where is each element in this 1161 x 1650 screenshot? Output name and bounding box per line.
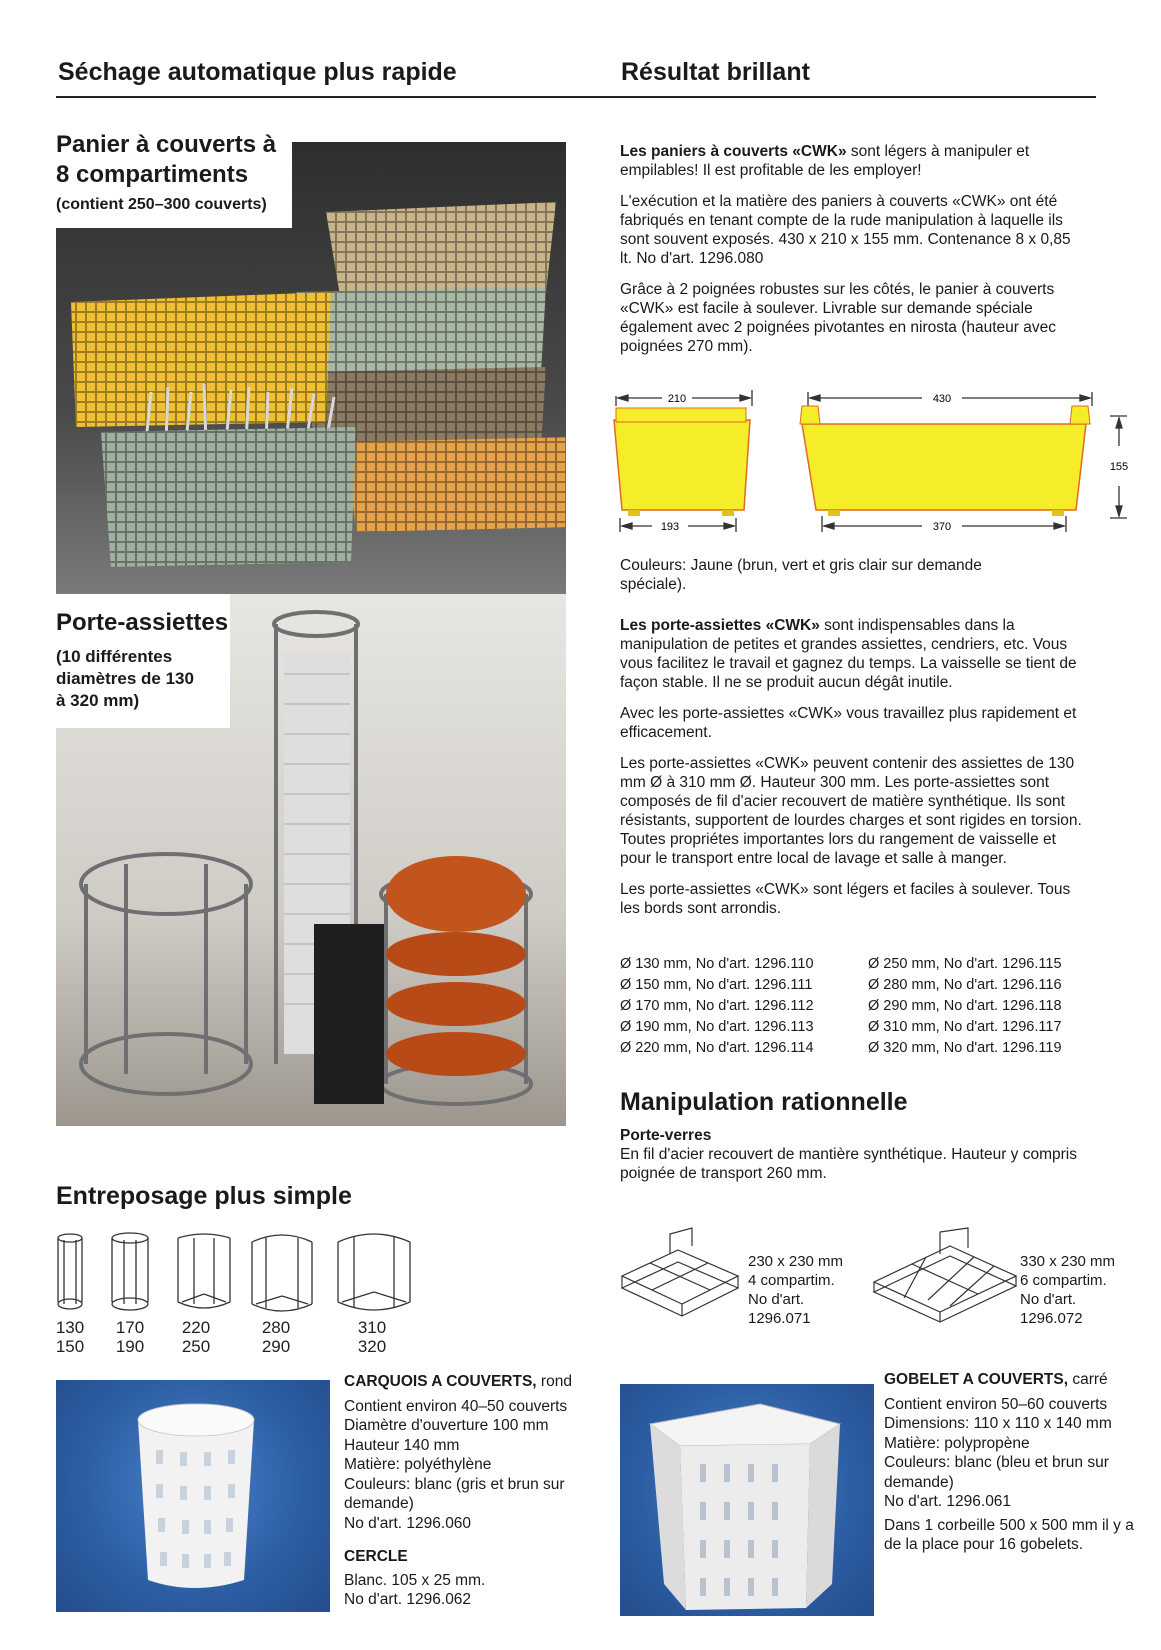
size-bottom: 190	[115, 1337, 145, 1356]
porte-verres-description: En fil d'acier recouvert de mantière synthétique. Hauteur y compris poignée de transport 260 mm.	[620, 1146, 1077, 1182]
dim-width-small: 210	[667, 393, 687, 405]
size-label-2	[110, 1318, 150, 1356]
carquois-capacity: Contient environ 40–50 couverts	[344, 1397, 568, 1415]
square-cutlery-holder-illustration	[620, 1384, 874, 1616]
panier-title-line1: Panier à couverts à	[56, 131, 277, 158]
gobelet-title-bold: GOBELET A COUVERTS,	[884, 1371, 1069, 1388]
glass-rack-6-info	[1020, 1252, 1115, 1328]
gobelet-info	[884, 1370, 1154, 1555]
article-item: Ø 310 mm, No d'art. 1296.117	[868, 1019, 1062, 1035]
carquois-height: Hauteur 140 mm	[344, 1436, 460, 1454]
panier-title-box	[56, 130, 292, 228]
gobelet-colors: Couleurs: blanc (bleu et brun sur demande)	[884, 1454, 1109, 1491]
cercle-title: CERCLE	[344, 1548, 408, 1565]
cercle-article: No d'art. 1296.062	[344, 1591, 472, 1608]
porte-assiettes-p1-rest: sont indispensables dans la manipulation de petites et grandes assiettes, cendriers, etc. Vous vous facilitez le travail et gagnez du temps. La vaisselle se tient de façon stable. Il ne se produit aucun dégât inutile.	[620, 617, 1077, 691]
panier-paragraph-3: Grâce à 2 poignées robustes sur les côtés, le panier à couverts «CWK» est facile à soulever. Livrable sur demande spéciale également avec 2 poignées pivotantes en nirosta (hauteur avec poignées 270 mm).	[620, 281, 1057, 355]
rack1-art-number: 1296.071	[748, 1310, 811, 1327]
panier-paragraph-1	[620, 142, 1080, 180]
dim-base-large: 370	[932, 521, 952, 533]
porte-assiettes-paragraph-1	[620, 616, 1090, 692]
rack2-art-label: No d'art.	[1020, 1291, 1077, 1308]
basket-dimension-diagram	[612, 386, 1132, 546]
article-item: Ø 150 mm, No d'art. 1296.111	[620, 977, 813, 993]
article-item: Ø 190 mm, No d'art. 1296.113	[620, 1019, 814, 1035]
rack1-compartments: 4 compartim.	[748, 1272, 835, 1289]
header-left-title: Séchage automatique plus rapide	[58, 58, 457, 86]
gobelet-article: No d'art. 1296.061	[884, 1493, 1012, 1510]
carquois-diameter: Diamètre d'ouverture 100 mm	[344, 1417, 549, 1434]
rack1-size: 230 x 230 mm	[748, 1253, 844, 1270]
size-bottom: 150	[55, 1337, 85, 1356]
carquois-photo	[56, 1380, 330, 1612]
glass-rack-4-info	[748, 1252, 843, 1328]
size-top: 170	[115, 1318, 145, 1337]
article-item: Ø 170 mm, No d'art. 1296.112	[620, 998, 814, 1014]
panier-paragraph-2: L'exécution et la matière des paniers à couverts «CWK» ont été fabriqués en tenant compte de la rude manipulation à laquelle ils sont souvent exposés. 430 x 210 x 155 mm. Contenance 8 x 0,85 lt. No d'art. 1296.080	[620, 193, 1071, 267]
gobelet-title	[884, 1370, 1154, 1390]
article-item: Ø 320 mm, No d'art. 1296.119	[868, 1040, 1062, 1056]
porte-assiettes-subtitle: (10 différentes diamètres de 130 à 320 mm)	[56, 647, 194, 710]
carquois-material: Matière: polyéthylène	[344, 1456, 492, 1473]
porte-assiettes-title-box	[56, 594, 230, 728]
carquois-title	[344, 1372, 614, 1392]
article-item: Ø 290 mm, No d'art. 1296.118	[868, 998, 1062, 1014]
gobelet-basket-capacity: Dans 1 corbeille 500 x 500 mm il y a de la place pour 16 gobelets.	[884, 1516, 1134, 1553]
dim-height: 155	[1109, 461, 1129, 473]
panier-title-line2: 8 compartiments	[56, 161, 249, 188]
plate-holder-article-list	[620, 954, 1116, 1059]
size-bottom: 290	[261, 1337, 291, 1356]
porte-assiettes-p1-bold: Les porte-assiettes «CWK»	[620, 617, 820, 634]
article-item: Ø 130 mm, No d'art. 1296.110	[620, 956, 814, 972]
size-bottom: 320	[357, 1337, 387, 1356]
gobelet-title-rest: carré	[1068, 1371, 1108, 1388]
glass-rack-4-icon	[618, 1226, 748, 1326]
panier-subtitle: (contient 250–300 couverts)	[56, 196, 267, 213]
carquois-title-rest: rond	[536, 1373, 572, 1390]
size-label-1	[52, 1318, 88, 1356]
size-label-3	[176, 1318, 216, 1356]
plate-holder-sizes-diagram	[54, 1232, 424, 1316]
porte-assiettes-description	[620, 616, 1090, 930]
size-label-5	[352, 1318, 392, 1356]
porte-assiettes-paragraph-4: Les porte-assiettes «CWK» sont légers et faciles à soulever. Tous les bords sont arrondis.	[620, 881, 1071, 917]
size-top: 310	[357, 1318, 387, 1337]
rack2-art-number: 1296.072	[1020, 1310, 1083, 1327]
article-item: Ø 280 mm, No d'art. 1296.116	[868, 977, 1062, 993]
rack1-art-label: No d'art.	[748, 1291, 805, 1308]
carquois-info	[344, 1372, 614, 1610]
panier-colors: Couleurs: Jaune (brun, vert et gris clair sur demande spéciale).	[620, 557, 982, 593]
panier-description	[620, 142, 1080, 368]
cercle-size: Blanc. 105 x 25 mm.	[344, 1571, 486, 1589]
carquois-title-bold: CARQUOIS A COUVERTS,	[344, 1373, 537, 1390]
article-item: Ø 220 mm, No d'art. 1296.114	[620, 1040, 814, 1056]
round-cutlery-holder-illustration	[56, 1380, 330, 1612]
article-item: Ø 250 mm, No d'art. 1296.115	[868, 956, 1062, 972]
gobelet-dimensions: Dimensions: 110 x 110 x 140 mm	[884, 1415, 1112, 1432]
entreposage-title: Entreposage plus simple	[56, 1182, 352, 1210]
porte-assiettes-paragraph-3: Les porte-assiettes «CWK» peuvent contenir des assiettes de 130 mm Ø à 310 mm Ø. Hauteur 300 mm. Les porte-assiettes sont composés de fil d'acier recouvert de matière synthétique. Ils sont résistants, supportent de lourdes charges et sont rigides en torsion. Toutes propriétes importantes lors du rangement de vaisselle et pour le transport entre local de lavage et salle à manger.	[620, 755, 1082, 867]
carquois-colors: Couleurs: blanc (gris et brun sur demande)	[344, 1475, 565, 1512]
gobelet-capacity: Contient environ 50–60 couverts	[884, 1395, 1108, 1413]
panier-p1-rest: sont légers à manipuler et empilables! Il est profitable de les employer!	[620, 143, 1030, 179]
manipulation-title: Manipulation rationnelle	[620, 1088, 908, 1116]
size-top: 220	[181, 1318, 211, 1337]
panier-p1-bold: Les paniers à couverts «CWK»	[620, 143, 847, 160]
size-bottom: 250	[181, 1337, 211, 1356]
rack2-size: 330 x 230 mm	[1020, 1253, 1116, 1270]
glass-rack-6-icon	[870, 1226, 1020, 1326]
porte-assiettes-paragraph-2: Avec les porte-assiettes «CWK» vous travaillez plus rapidement et efficacement.	[620, 705, 1077, 741]
rack2-compartments: 6 compartim.	[1020, 1272, 1107, 1289]
gobelet-material: Matière: polypropène	[884, 1434, 1030, 1452]
size-top: 130	[55, 1318, 85, 1337]
size-top: 280	[261, 1318, 291, 1337]
porte-assiettes-title: Porte-assiettes	[56, 609, 229, 636]
size-label-4	[256, 1318, 296, 1356]
carquois-article: No d'art. 1296.060	[344, 1514, 472, 1532]
gobelet-photo	[620, 1384, 874, 1616]
header-rule	[56, 96, 1096, 98]
dim-base-small: 193	[660, 521, 680, 533]
porte-verres-subtitle: Porte-verres	[620, 1127, 712, 1144]
header-right-title: Résultat brillant	[621, 58, 810, 86]
dim-width-large: 430	[932, 393, 952, 405]
